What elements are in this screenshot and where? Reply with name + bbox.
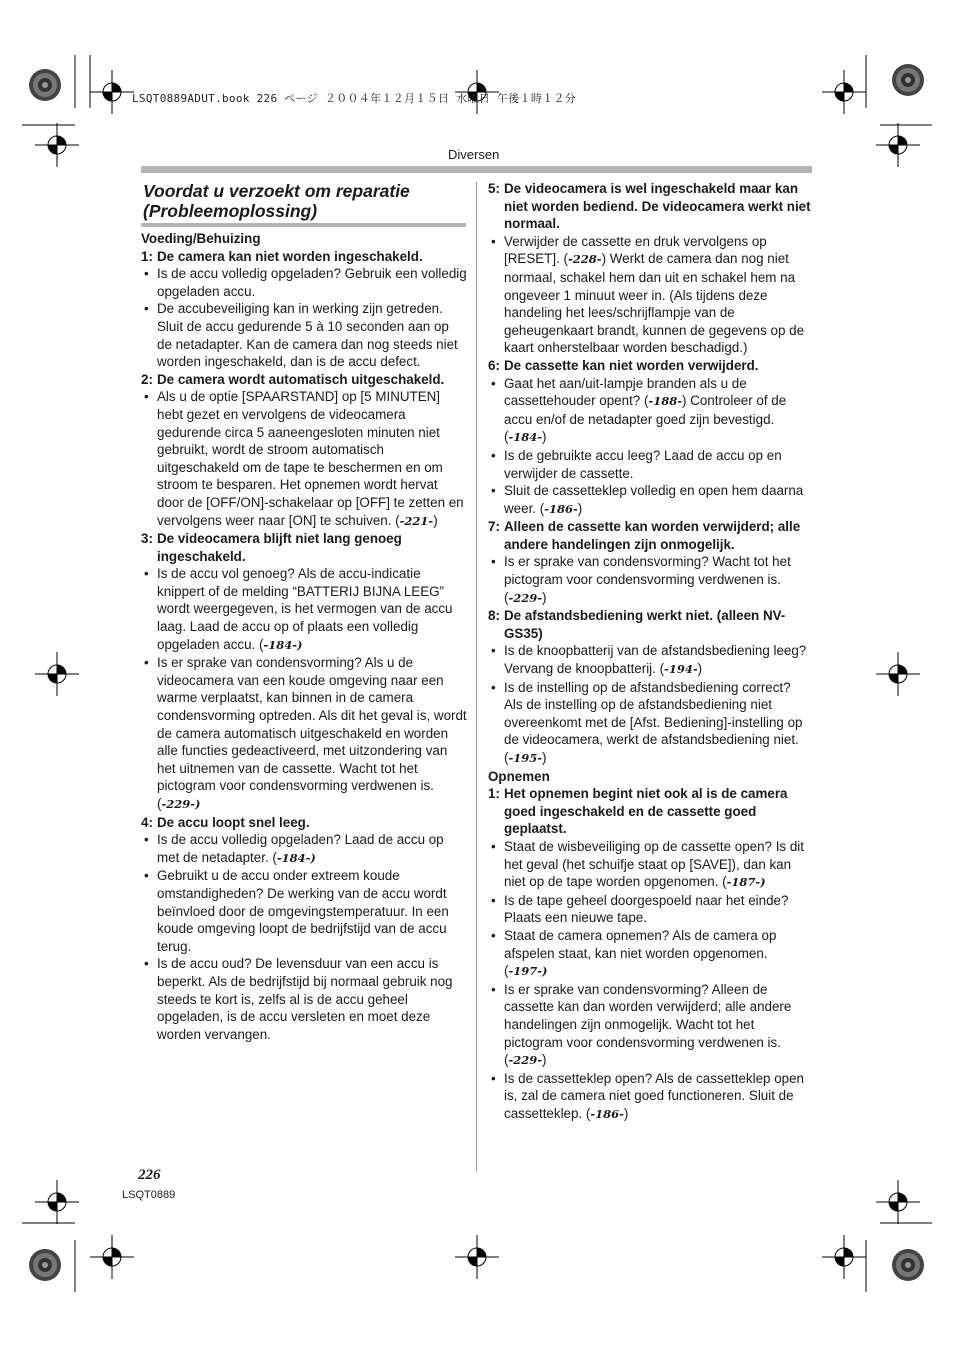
question-7 <box>488 518 812 553</box>
question-number: 8: <box>488 608 500 624</box>
list-item-text: ) <box>542 750 547 765</box>
list-item-text: Is er sprake van condensvorming? Wacht tot het pictogram voor condensvorming verdwenen is. ( <box>504 554 791 605</box>
question-text: Het opnemen begint niet ook al is de camera goed ingeschakeld en de cassette goed geplaatst. <box>504 786 788 837</box>
question-text: De camera wordt automatisch uitgeschakeld. <box>157 371 445 387</box>
page-reference: -221- <box>399 513 434 528</box>
list-item-text: Is de cassetteklep open? Als de cassetteklep open is, zal de camera niet goed functioneren. Sluit de cassetteklep. ( <box>504 1070 805 1121</box>
question-8 <box>488 607 812 642</box>
list-item <box>488 1070 812 1124</box>
list-item <box>488 838 812 892</box>
column-divider <box>476 182 477 1172</box>
question-number: 7: <box>488 519 500 535</box>
list-item-text: ) <box>577 500 583 516</box>
question-5 <box>488 180 812 233</box>
question-number: 4: <box>141 814 153 830</box>
question-number: 6: <box>488 357 500 373</box>
left-column <box>141 230 467 1043</box>
header-rule <box>141 166 812 173</box>
question-3 <box>141 530 467 565</box>
list-item-text: ) <box>433 512 438 528</box>
list-item: • Is de accu volledig opgeladen? Gebruik een volledig opgeladen accu. <box>141 265 467 300</box>
title-rule <box>141 223 466 227</box>
question-text: Alleen de cassette kan worden verwijderd; alle andere handelingen zijn onmogelijk. <box>504 519 801 552</box>
list-item-text: Verwijder de cassette en druk vervolgens op [RESET]. ( <box>504 233 767 267</box>
page-reference: -228- <box>568 252 602 267</box>
list-item-text: ) Controleer of de accu en/of de netadapter goed zijn bevestigd. ( <box>504 393 787 445</box>
list-item: • Is de accu oud? De levensduur van een accu is beperkt. Als de bedrijfstijd bij normaal gebruik nog steeds te kort is, zelfs al is de accu geheel opgeladen, is de accu versleten en moet deze worden vervangen. <box>141 955 467 1043</box>
question-number: 1: <box>141 248 153 264</box>
list-item: • De accubeveiliging kan in werking zijn getreden. Sluit de accu gedurende 5 à 10 seconden aan op de netadapter. Kan de camera dan nog steeds niet worden ingeschakeld, dan is de accu defect. <box>141 300 467 370</box>
page-reference: -186- <box>590 1106 624 1121</box>
page-reference: -184- <box>508 430 543 445</box>
question-text: De cassette kan niet worden verwijderd. <box>504 357 759 373</box>
list-item <box>141 388 467 530</box>
question-text: De camera kan niet worden ingeschakeld. <box>157 248 423 264</box>
list-item <box>488 482 812 518</box>
question-1 <box>141 248 467 266</box>
page-reference: -229- <box>508 590 543 605</box>
print-header: LSQT0889ADUT.book 226 ページ ２００４年１２月１５日 水曜日 午後１時１２分 <box>132 92 577 105</box>
page-reference: -186- <box>544 501 578 516</box>
right-column <box>488 180 812 1123</box>
list-item <box>488 553 812 607</box>
list-item-text: Is de accu vol genoeg? Als de accu-indicatie knippert of de melding “BATTERIJ BIJNA LEEG” wordt weergegeven, is het vermogen van de accu laag. Laad de accu op of plaats een volledig opgeladen accu. ( <box>157 566 453 652</box>
list-item-text: ) <box>697 661 703 677</box>
list-item-text: Staat de camera opnemen? Als de camera op afspelen staat, kan niet worden opgenomen. ( <box>504 927 777 979</box>
page-title-line2: (Probleemoplossing) <box>143 201 318 221</box>
list-item-text: ) <box>542 429 547 445</box>
list-item <box>488 233 812 357</box>
question-4 <box>141 814 467 832</box>
list-item <box>488 679 812 768</box>
list-item-text: Is er sprake van condensvorming? Alleen de cassette kan dan worden verwijderd; alle andere handelingen zijn onmogelijk. Wacht tot het pictogram voor condensvorming verdwenen is. ( <box>504 981 792 1068</box>
list-item <box>141 831 467 867</box>
question-text: De videocamera blijft niet lang genoeg ingeschakeld. <box>157 531 402 564</box>
page-reference: -187-) <box>726 875 766 890</box>
list-item: • Is de gebruikte accu leeg? Laad de accu op en verwijder de cassette. <box>488 447 812 482</box>
page-title <box>143 181 473 221</box>
list-item-text: ) <box>623 1105 629 1121</box>
list-item <box>141 654 467 813</box>
question-2 <box>141 371 467 389</box>
list-item <box>488 375 812 447</box>
list-item: • Gebruikt u de accu onder extreem koude omstandigheden? De werking van de accu wordt beïnvloed door de omgevingstemperatuur. In een koude omgeving loopt de bedrijfstijd van de accu terug. <box>141 867 467 955</box>
page-reference: -188- <box>648 394 682 409</box>
list-item-text: Sluit de cassetteklep volledig en open hem daarna weer. ( <box>504 483 804 516</box>
question-number: 1: <box>488 786 500 802</box>
heading-recording: Opnemen <box>488 768 550 784</box>
page-reference: -229-) <box>161 797 201 811</box>
list-item-text: Als u de optie [SPAARSTAND] op [5 MINUTEN] hebt gezet en vervolgens de videocamera gedurende circa 5 aaneengesloten minuten niet gebruikt, wordt de stroom automatisch uitgeschakeld om de tape te beschermen en om stroom te besparen. Het opnemen wordt hervat door de [OFF/ON]-schakelaar op [OFF] te zetten en vervolgens weer naar [ON] te schuiven. ( <box>157 389 464 528</box>
list-item-text: Is de accu volledig opgeladen? Laad de accu op met de netadapter. ( <box>157 832 444 865</box>
recording-question-1 <box>488 785 812 838</box>
page-reference: -229- <box>508 1053 543 1068</box>
page-reference: -184-) <box>263 637 303 652</box>
question-text: De afstandsbediening werkt niet. (alleen NV-GS35) <box>504 608 786 641</box>
heading-power: Voeding/Behuizing <box>141 231 261 246</box>
list-item-text: ) <box>542 589 547 605</box>
list-item: • Is de tape geheel doorgespoeld naar het einde? Plaats een nieuwe tape. <box>488 892 812 927</box>
list-item-text: Is de knoopbatterij van de afstandsbediening leeg? Vervang de knoopbatterij. ( <box>504 643 807 677</box>
question-number: 5: <box>488 181 500 196</box>
list-item <box>488 642 812 678</box>
page-reference: -195- <box>508 751 543 765</box>
question-text: De videocamera is wel ingeschakeld maar kan niet worden bediend. De videocamera werkt niet normaal. <box>504 181 811 232</box>
question-number: 2: <box>141 371 153 387</box>
list-item <box>488 927 812 981</box>
page-reference: -197-) <box>508 964 548 979</box>
list-item-text: Staat de wisbeveiliging op de cassette open? Is dit het geval (het schuifje staat op [SAVE]), dan kan niet op de tape worden opgenomen. ( <box>504 838 804 890</box>
section-label: Diversen <box>448 147 500 162</box>
question-6 <box>488 357 812 375</box>
question-text: De accu loopt snel leeg. <box>157 814 310 830</box>
list-item-text: Gaat het aan/uit-lampje branden als u de cassettehouder opent? ( <box>504 375 747 409</box>
question-number: 3: <box>141 531 153 547</box>
page-number: 226 <box>138 1167 161 1183</box>
page-reference: -194- <box>664 662 698 677</box>
list-item-text: Is er sprake van condensvorming? Als u de videocamera van een koude omgeving naar een warme verplaatst, kan binnen in de camera condensvorming optreden. Als dit het geval is, wordt de camera automatisch uitgeschakeld en worden alle functies gedeactiveerd, met uitzondering van het uitnemen van de cassette. Wacht tot het pictogram voor condensvorming verdwenen is. ( <box>157 655 467 811</box>
list-item <box>488 981 812 1070</box>
page-title-line1: Voordat u verzoekt om reparatie <box>143 181 410 201</box>
list-item <box>141 565 467 654</box>
list-item-text: ) Werkt de camera dan nog niet normaal, schakel hem dan uit en schakel hem na ongeveer 1 minuut weer in. (Als tijdens deze handeling het lees/schrijflampje van de geheugenkaart brandt, kunnen de gegevens op de kaart onherstelbaar worden beschadigd.) <box>504 251 805 356</box>
list-item-text: Is de instelling op de afstandsbediening correct? Als de instelling op de afstandsbediening niet overeenkomt met de [Afst. Bediening]-instelling op de videocamera, werkt de afstandsbediening niet. ( <box>504 679 803 765</box>
page-reference: -184-) <box>276 850 316 865</box>
doc-code: LSQT0889 <box>122 1189 176 1201</box>
list-item-text: ) <box>542 1052 547 1068</box>
